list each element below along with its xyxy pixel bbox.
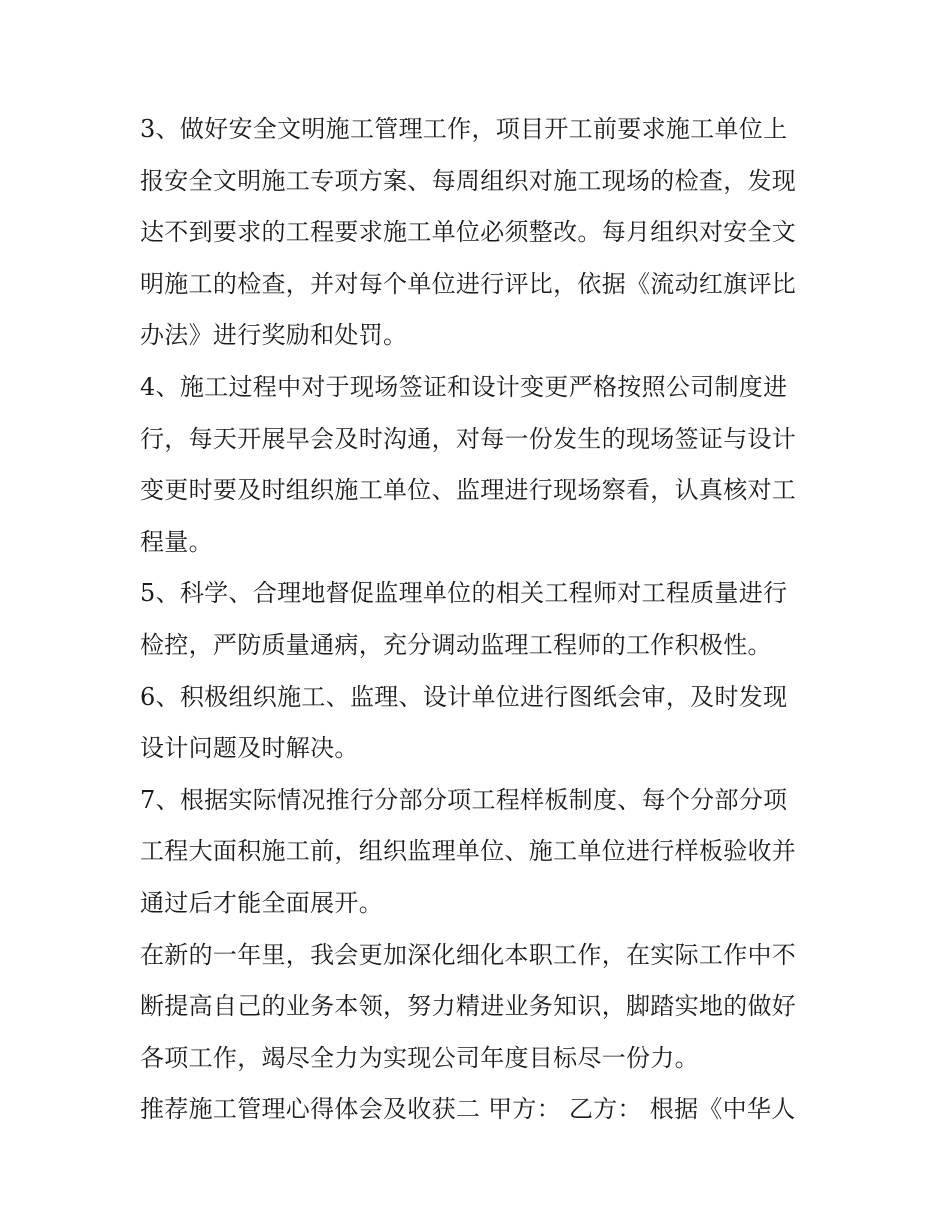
text-line-item3-3: 达不到要求的工程要求施工单位必须整改。每月组织对安全文 bbox=[140, 218, 797, 247]
text-line-item7-2: 工程大面积施工前，组织监理单位、施工单位进行样板验收并 bbox=[140, 837, 797, 866]
text-line-item4-4: 程量。 bbox=[140, 527, 213, 556]
text-line-item3-4: 明施工的检查，并对每个单位进行评比，依据《流动红旗评比 bbox=[140, 269, 797, 298]
text-line-item3-1: 3、做好安全文明施工管理工作，项目开工前要求施工单位上 bbox=[140, 115, 788, 143]
text-line-item7-1: 7、根据实际情况推行分部分项工程样板制度、每个分部分项 bbox=[140, 785, 788, 814]
text-line-closing-1: 在新的一年里，我会更加深化细化本职工作，在实际工作中不 bbox=[140, 940, 797, 969]
text-line-item3-5: 办法》进行奖励和处罚。 bbox=[140, 321, 408, 350]
document-body bbox=[140, 104, 820, 1136]
text-line-closing-3: 各项工作，竭尽全力为实现公司年度目标尽一份力。 bbox=[140, 1043, 699, 1072]
text-line-item5-2: 检控，严防质量通病，充分调动监理工程师的工作积极性。 bbox=[140, 630, 772, 659]
text-line-item5-1: 5、科学、合理地督促监理单位的相关工程师对工程质量进行 bbox=[140, 579, 788, 608]
text-line-item6-2: 设计问题及时解决。 bbox=[140, 734, 359, 763]
text-line-item6-1: 6、积极组织施工、监理、设计单位进行图纸会审，及时发现 bbox=[140, 682, 788, 711]
text-line-item4-3: 变更时要及时组织施工单位、监理进行现场察看，认真核对工 bbox=[140, 476, 797, 505]
text-line-item4-1: 4、施工过程中对于现场签证和设计变更严格按照公司制度进 bbox=[140, 372, 788, 401]
text-line-next-section: 推荐施工管理心得体会及收获二 甲方： 乙方： 根据《中华人 bbox=[140, 1095, 796, 1124]
text-line-closing-2: 断提高自己的业务本领，努力精进业务知识，脚踏实地的做好 bbox=[140, 992, 797, 1021]
text-line-item7-3: 通过后才能全面展开。 bbox=[140, 888, 383, 917]
text-line-item4-2: 行，每天开展早会及时沟通，对每一份发生的现场签证与设计 bbox=[140, 424, 797, 453]
text-line-item3-2: 报安全文明施工专项方案、每周组织对施工现场的检查，发现 bbox=[140, 166, 797, 195]
